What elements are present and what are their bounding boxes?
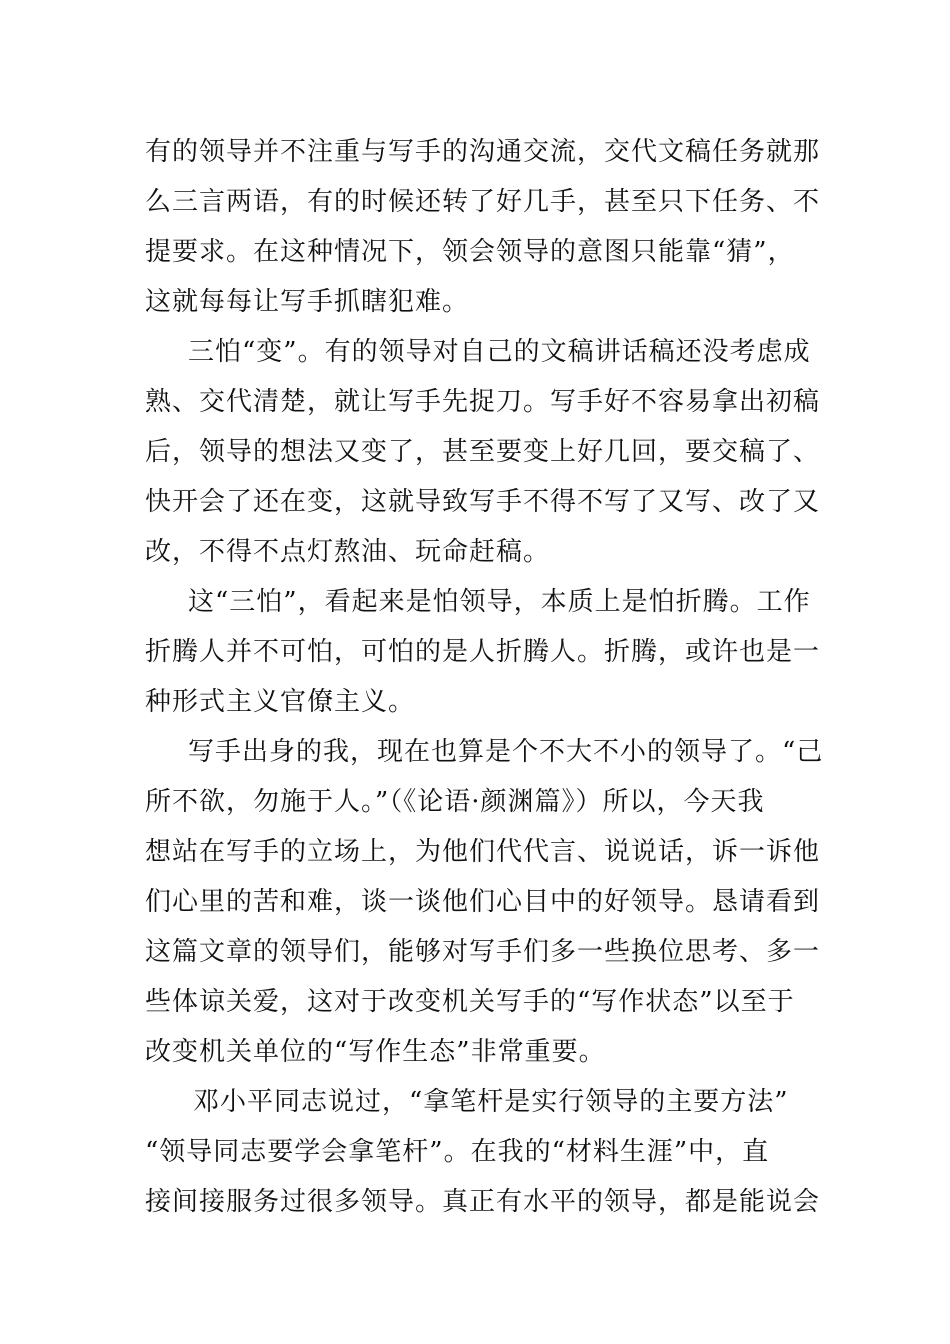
paragraph-start-line: 邓小平同志说过，“拿笔杆是实行领导的主要方法” [193,1087,789,1117]
text-line: 所不欲，勿施于人。”（《论语·颜渊篇》）所以，今天我 [145,787,765,817]
text-line: 这篇文章的领导们，能够对写手们多一些换位思考、多一 [145,937,821,967]
text-line: 折腾人并不可怕，可怕的是人折腾人。折腾，或许也是一 [145,637,821,667]
paragraph-start-line: 这“三怕”，看起来是怕领导，本质上是怕折腾。工作 [188,587,811,617]
text-line: 想站在写手的立场上，为他们代代言、说说话，诉一诉他 [145,837,821,867]
text-line: 种形式主义官僚主义。 [145,687,416,717]
text-line: 些体谅关爱，这对于改变机关写手的“写作状态”以至于 [145,987,795,1017]
text-line: 熟、交代清楚，就让写手先捉刀。写手好不容易拿出初稿 [145,387,821,417]
paragraph-start-line: 写手出身的我，现在也算是个不大不小的领导了。“己 [188,737,824,767]
text-line: 们心里的苦和难，谈一谈他们心目中的好领导。恳请看到 [145,887,821,917]
text-line: 后，领导的想法又变了，甚至要变上好几回，要交稿了、 [145,437,821,467]
text-line: 快开会了还在变，这就导致写手不得不写了又写、改了又 [145,487,821,517]
text-line: “领导同志要学会拿笔杆”。在我的“材料生涯”中，直 [145,1137,770,1167]
text-line: 么三言两语，有的时候还转了好几手，甚至只下任务、不 [145,187,821,217]
paragraph-start-line: 三怕“变”。有的领导对自己的文稿讲话稿还没考虑成 [188,337,811,367]
text-line: 有的领导并不注重与写手的沟通交流，交代文稿任务就那 [145,137,821,167]
text-line: 改变机关单位的“写作生态”非常重要。 [145,1037,606,1067]
text-line: 改，不得不点灯熬油、玩命赶稿。 [145,537,551,567]
text-line: 提要求。在这种情况下，领会领导的意图只能靠“猜”， [145,237,795,267]
text-line: 这就每每让写手抓瞎犯难。 [145,287,470,317]
text-line: 接间接服务过很多领导。真正有水平的领导，都是能说会 [145,1187,821,1217]
